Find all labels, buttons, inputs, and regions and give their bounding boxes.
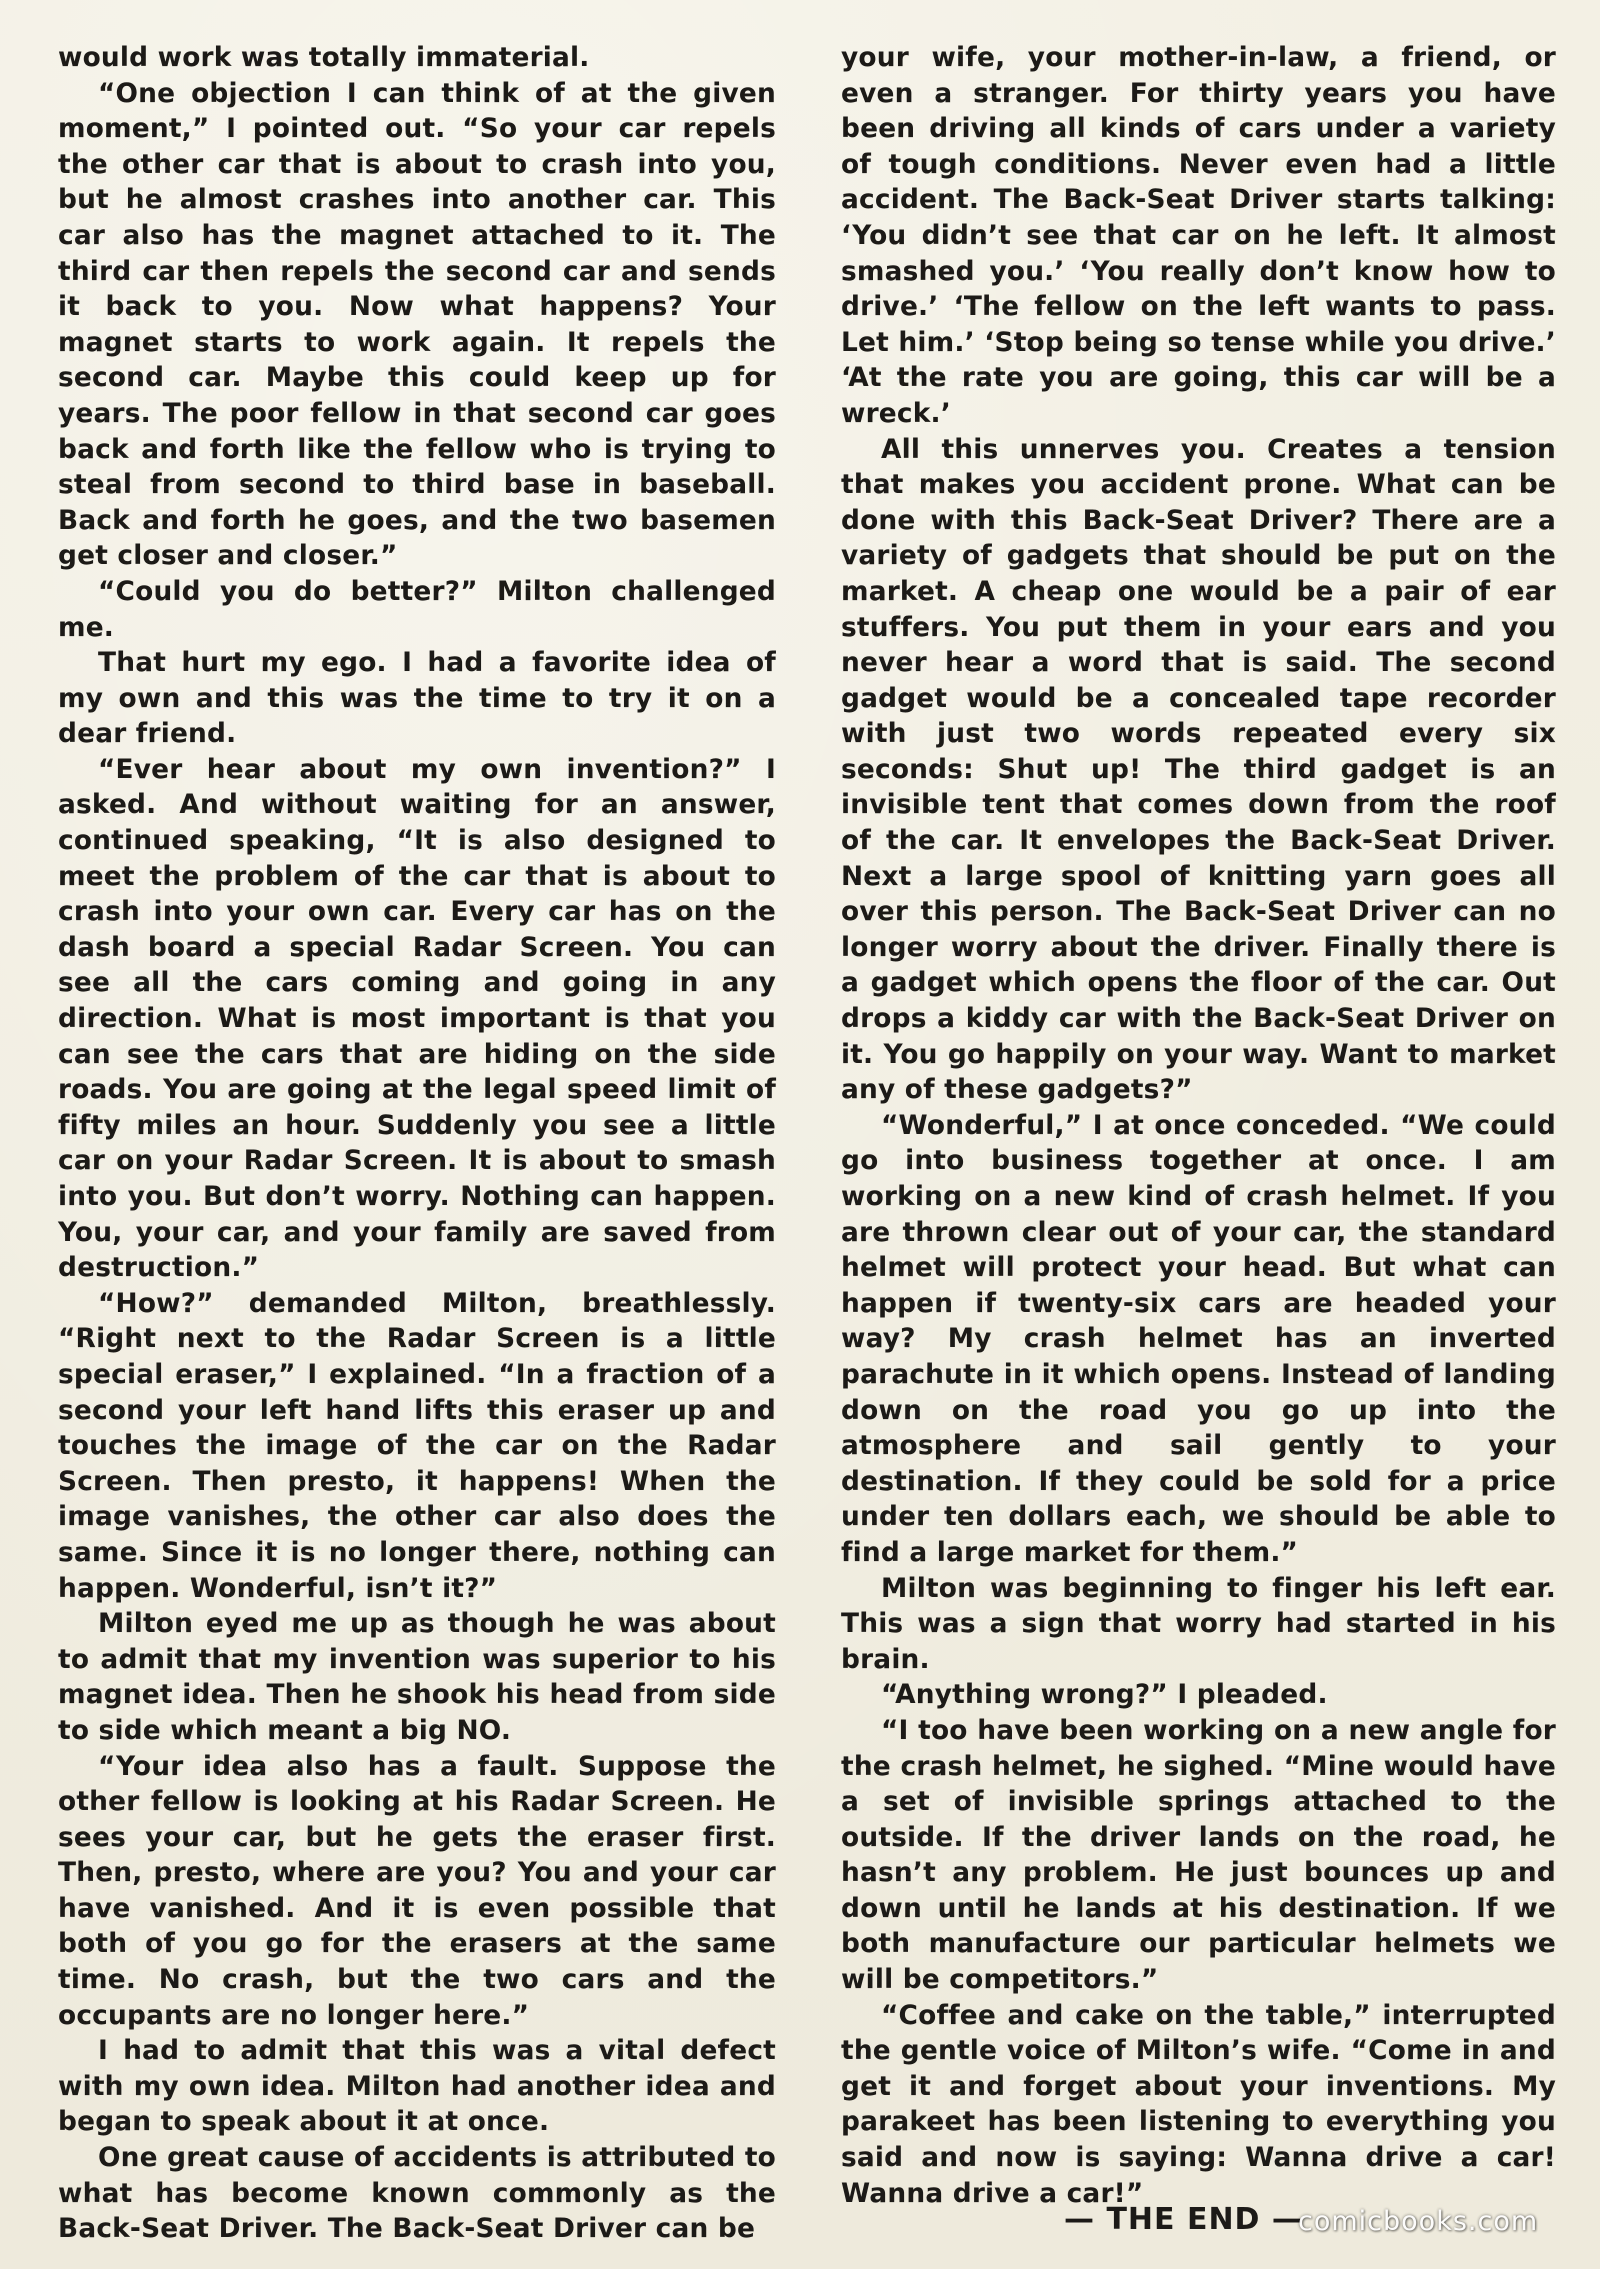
- paragraph: “Ever hear about my own invention?” I asked. And without waiting for an answer, continued speaking, “It is also designed to meet the problem of the car that is about to crash into your own car. Every car has on the dash board a special Radar Screen. You can see all the cars coming and going in any direction. What is most important is that you can see the cars that are hiding on the side roads. You are going at the legal speed limit of fifty miles an hour. Suddenly you see a little car on your Radar Screen. It is about to smash into you. But don’t worry. Nothing can happen. You, your car, and your family are saved from destruction.”: [58, 753, 776, 1284]
- right-text-column: [841, 40, 1556, 2211]
- paragraph: “How?” demanded Milton, breathlessly. “Right next to the Radar Screen is a little special eraser,” I explained. “In a fraction of a second your left hand lifts this eraser up and touches the image of the car on the Radar Screen. Then presto, it happens! When the image vanishes, the other car also does the same. Since it is no longer there, nothing can happen. Wonderful, isn’t it?”: [58, 1287, 776, 1604]
- paragraph: “Coffee and cake on the table,” interrupted the gentle voice of Milton’s wife. “Come in and get it and forget about your inventions. My parakeet has been listening to everything you said and now is saying: Wanna drive a car! Wanna drive a car!”: [841, 1999, 1556, 2209]
- paragraph: “Could you do better?” Milton challenged me.: [58, 575, 776, 643]
- paragraph: Milton was beginning to finger his left ear. This was a sign that worry had started in his brain.: [841, 1572, 1556, 1675]
- site-watermark: comicbooks.com: [1298, 2206, 1539, 2237]
- paragraph: your wife, your mother-in-law, a friend, or even a stranger. For thirty years you have been driving all kinds of cars under a variety of tough conditions. Never even had a little accident. The Back-Seat Driver starts talking: ‘You didn’t see that car on he left. It almost smashed you.’ ‘You really don’t know how to drive.’ ‘The fellow on the left wants to pass. Let him.’ ‘Stop being so tense while you drive.’ ‘At the rate you are going, this car will be a wreck.’: [841, 42, 1556, 429]
- paragraph: One great cause of accidents is attributed to what has become known commonly as the Back-Seat Driver. The Back-Seat Driver can be: [58, 2142, 776, 2245]
- paragraph: “One objection I can think of at the given moment,” I pointed out. “So your car repels the other car that is about to crash into you, but he almost crashes into another car. This car also has the magnet attached to it. The third car then repels the second car and sends it back to you. Now what happens? Your magnet starts to work again. It repels the second car. Maybe this could keep up for years. The poor fellow in that second car goes back and forth like the fellow who is trying to steal from second to third base in baseball. Back and forth he goes, and the two basemen get closer and closer.”: [58, 77, 776, 572]
- paragraph: “Your idea also has a fault. Suppose the other fellow is looking at his Radar Screen. He sees your car, but he gets the eraser first. Then, presto, where are you? You and your car have vanished. And it is even possible that both of you go for the erasers at the same time. No crash, but the two cars and the occupants are no longer here.”: [58, 1750, 776, 2031]
- the-end-label: — THE END —: [1064, 2202, 1303, 2237]
- paragraph: All this unnerves you. Creates a tension that makes you accident prone. What can be done with this Back-Seat Driver? There are a variety of gadgets that should be put on the market. A cheap one would be a pair of ear stuffers. You put them in your ears and you never hear a word that is said. The second gadget would be a concealed tape recorder with just two words repeated every six seconds: Shut up! The third gadget is an invisible tent that comes down from the roof of the car. It envelopes the Back-Seat Driver. Next a large spool of knitting yarn goes all over this person. The Back-Seat Driver can no longer worry about the driver. Finally there is a gadget which opens the floor of the car. Out drops a kiddy car with the Back-Seat Driver on it. You go happily on your way. Want to market any of these gadgets?”: [841, 433, 1556, 1106]
- paragraph: “Wonderful,” I at once conceded. “We could go into business together at once. I am working on a new kind of crash helmet. If you are thrown clear out of your car, the standard helmet will protect your head. But what can happen if twenty-six cars are headed your way? My crash helmet has an inverted parachute in it which opens. Instead of landing down on the road you go up into the atmosphere and sail gently to your destination. If they could be sold for a price under ten dollars each, we should be able to find a large market for them.”: [841, 1109, 1556, 1568]
- paragraph: Milton eyed me up as though he was about to admit that my invention was superior to his magnet idea. Then he shook his head from side to side which meant a big NO.: [58, 1608, 776, 1746]
- paragraph: That hurt my ego. I had a favorite idea of my own and this was the time to try it on a dear friend.: [58, 647, 776, 750]
- left-text-column: [58, 40, 776, 2247]
- paragraph: “Anything wrong?” I pleaded.: [881, 1679, 1328, 1711]
- paragraph: I had to admit that this was a vital defect with my own idea. Milton had another idea and began to speak about it at once.: [58, 2035, 776, 2138]
- paragraph: “I too have been working on a new angle for the crash helmet, he sighed. “Mine would have a set of invisible springs attached to the outside. If the driver lands on the road, he hasn’t any problem. He just bounces up and down until he lands at his destination. If we both manufacture our particular helmets we will be competitors.”: [841, 1714, 1556, 1996]
- paragraph: would work was totally immaterial.: [58, 42, 590, 73]
